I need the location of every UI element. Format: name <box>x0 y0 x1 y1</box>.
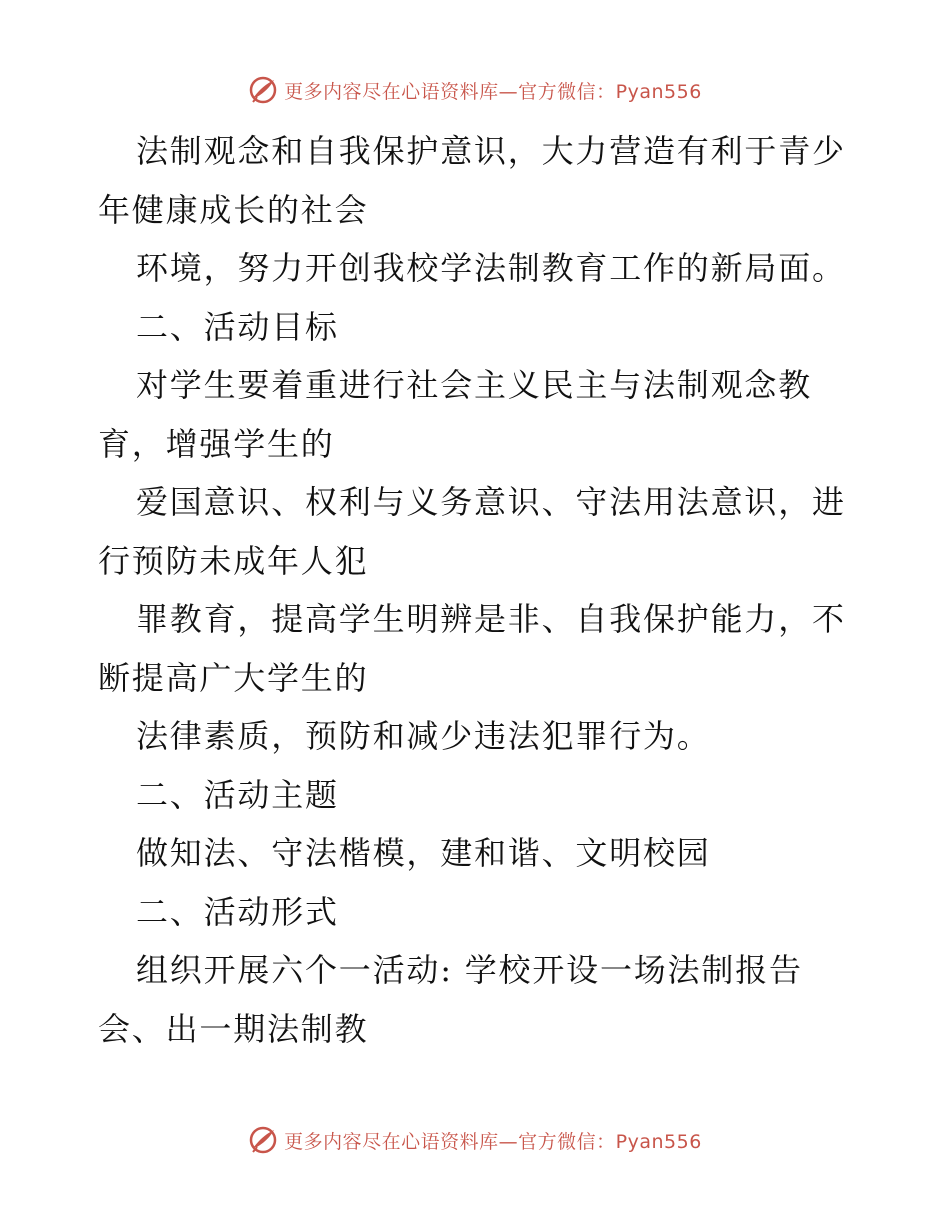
body-line: 对学生要着重进行社会主义民主与法制观念教 <box>136 366 813 404</box>
section-heading: 二、活动目标 <box>136 307 339 346</box>
body-line: 会、出一期法制教 <box>98 1009 369 1048</box>
body-line: 断提高广大学生的 <box>98 658 369 697</box>
body-line: 年健康成长的社会 <box>98 190 369 229</box>
body-line: 罪教育，提高学生明辨是非、自我保护能力，不 <box>136 600 846 638</box>
section-heading: 二、活动形式 <box>136 892 339 931</box>
document-body <box>98 122 858 1058</box>
section-heading: 二、活动主题 <box>136 775 339 814</box>
footer-banner-text: 更多内容尽在心语资料库—官方微信：Pyan556 <box>284 1130 702 1153</box>
header-banner-text: 更多内容尽在心语资料库—官方微信：Pyan556 <box>284 80 702 103</box>
body-line: 行预防未成年人犯 <box>98 541 369 580</box>
header-watermark <box>0 70 950 110</box>
body-line: 组织开展六个一活动: 学校开设一场法制报告 <box>136 951 803 989</box>
footer-watermark <box>0 1120 950 1160</box>
body-line: 法律素质，预防和减少违法犯罪行为。 <box>136 717 711 755</box>
body-line: 做知法、守法楷模，建和谐、文明校园 <box>136 834 711 872</box>
feather-pen-logo-icon <box>248 1125 278 1155</box>
body-line: 育，增强学生的 <box>98 424 335 463</box>
feather-pen-logo-icon <box>248 75 278 105</box>
body-line: 爱国意识、权利与义务意识、守法用法意识，进 <box>136 483 846 521</box>
body-line: 环境，努力开创我校学法制教育工作的新局面。 <box>136 249 846 287</box>
body-line: 法制观念和自我保护意识，大力营造有利于青少 <box>136 132 846 170</box>
